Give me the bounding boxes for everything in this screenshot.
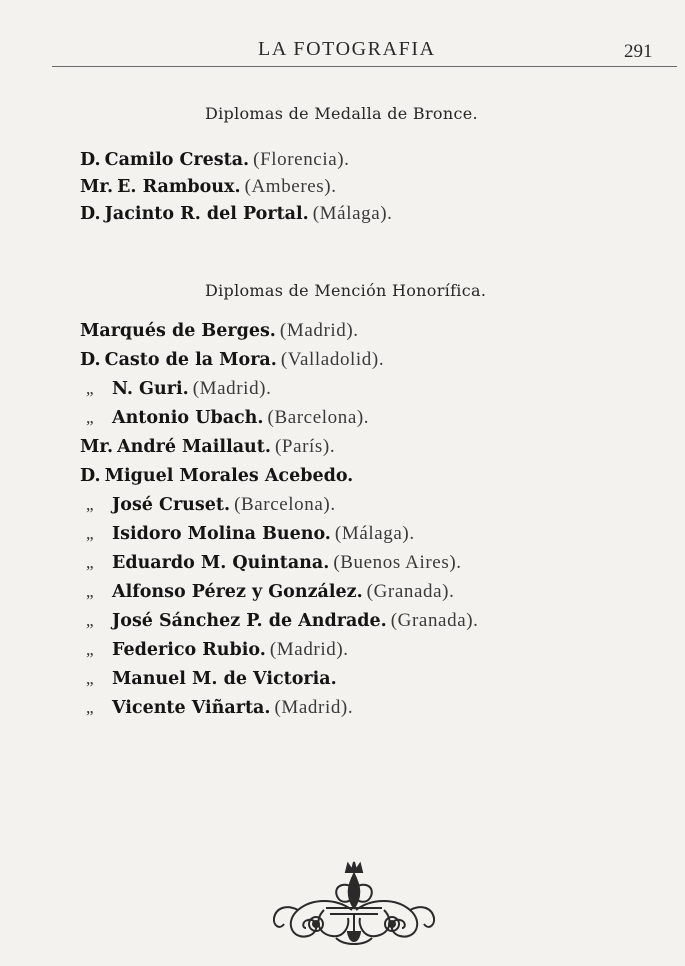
entry-name: Jacinto R. del Portal.: [104, 204, 309, 224]
running-head: [0, 38, 685, 66]
fleur-de-lis-tailpiece-ornament: [266, 858, 442, 950]
entry-place: (Amberes).: [244, 176, 337, 197]
entry-place: (Barcelona).: [234, 494, 336, 515]
entry-name: Marqués de Berges.: [80, 321, 276, 341]
section-heading-honorable-mention: Diplomas de Mención Honorífica.: [205, 281, 487, 300]
list-item: [86, 695, 353, 721]
entry-name: Camilo Cresta.: [104, 150, 250, 170]
entry-place: (Madrid).: [279, 320, 359, 341]
list-item: [86, 579, 454, 605]
ditto-mark: „: [86, 524, 94, 543]
section-heading-bronze: Diplomas de Medalla de Bronce.: [205, 104, 478, 123]
entry-prefix: D.: [80, 204, 101, 224]
entry-place: (Florencia).: [253, 149, 350, 170]
entry-place: (Madrid).: [192, 378, 272, 399]
entry-name: Alfonso Pérez y González.: [112, 582, 363, 602]
entry-place: (Madrid).: [274, 697, 354, 718]
ditto-mark: „: [86, 611, 94, 630]
list-item: [80, 201, 393, 227]
entry-prefix: D.: [80, 466, 101, 486]
entry-name: Antonio Ubach.: [112, 408, 264, 428]
entry-name: E. Ramboux.: [117, 177, 241, 197]
entry-name: Manuel M. de Victoria.: [112, 669, 337, 689]
list-item: [80, 434, 335, 460]
ditto-mark: „: [86, 640, 94, 659]
entry-place: (Granada).: [366, 581, 455, 602]
entry-name: José Cruset.: [112, 495, 231, 515]
entry-name: Isidoro Molina Bueno.: [112, 524, 331, 544]
entry-prefix: D.: [80, 350, 101, 370]
list-item: [86, 608, 479, 634]
list-item: [80, 463, 353, 489]
list-item: [86, 376, 271, 402]
entry-place: (Barcelona).: [267, 407, 370, 428]
header-rule: [52, 66, 677, 67]
entry-name: Eduardo M. Quintana.: [112, 553, 330, 573]
entry-prefix: Mr.: [80, 437, 114, 457]
ditto-mark: „: [86, 669, 94, 688]
entry-place: (Madrid).: [269, 639, 349, 660]
list-item: [80, 347, 384, 373]
entry-name: André Maillaut.: [117, 437, 271, 457]
entry-place: (Málaga).: [312, 203, 393, 224]
entry-name: Casto de la Mora.: [104, 350, 277, 370]
entry-place: (Valladolid).: [280, 349, 385, 370]
ditto-mark: „: [86, 408, 94, 427]
list-item: [80, 147, 350, 173]
entry-name: N. Guri.: [112, 379, 189, 399]
entry-place: (Granada).: [390, 610, 479, 631]
ditto-mark: „: [86, 495, 94, 514]
ditto-mark: „: [86, 582, 94, 601]
list-item: [80, 318, 359, 344]
entry-name: Miguel Morales Acebedo.: [104, 466, 354, 486]
entry-name: Federico Rubio.: [112, 640, 266, 660]
list-item: [86, 521, 415, 547]
list-item: [86, 550, 462, 576]
ditto-mark: „: [86, 698, 94, 717]
entry-prefix: Mr.: [80, 177, 114, 197]
list-item: [80, 174, 337, 200]
journal-title: LA FOTOGRAFIA: [258, 38, 436, 60]
list-item: [86, 637, 349, 663]
entry-name: José Sánchez P. de Andrade.: [112, 611, 387, 631]
list-item: [86, 405, 369, 431]
list-item: [86, 492, 336, 518]
entry-place: (París).: [274, 436, 336, 457]
list-item: [86, 666, 337, 692]
entry-place: (Buenos Aires).: [333, 552, 462, 573]
entry-prefix: D.: [80, 150, 101, 170]
entry-place: (Málaga).: [334, 523, 415, 544]
entry-name: Vicente Viñarta.: [112, 698, 271, 718]
ditto-mark: „: [86, 379, 94, 398]
ditto-mark: „: [86, 553, 94, 572]
page-number: 291: [624, 41, 653, 62]
